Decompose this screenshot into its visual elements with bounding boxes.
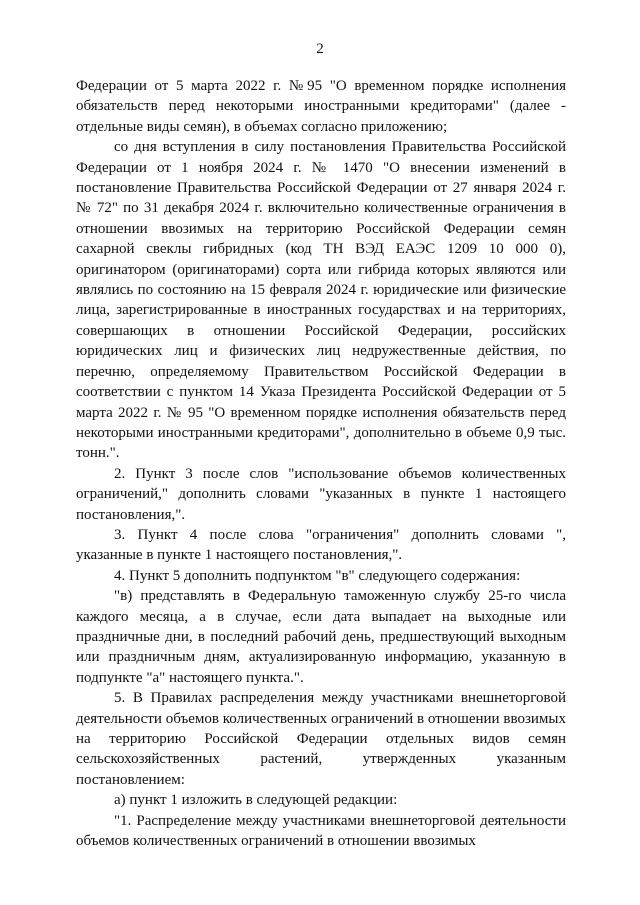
paragraph-quota-sugar-beet: со дня вступления в силу постановления Правительства Российской Федерации от 1 ноября 2024 г. № 1470 "О внесении изменений в постановление Правительства Российской Федерации от 27 января 2024 г. № 72" по 31 декабря 2024 г. включительно количественные ограничения в отношении ввозимых на территорию Российской Федерации семян сахарной свеклы гибридных (код ТН ВЭД ЕАЭС 1209 10 000 0), оригинатором (оригинаторами) сорта или гибрида которых являются или являлись по состоянию на 15 февраля 2024 г. юридические или физические лица, зарегистрированные в иностранных государствах и на территориях, совершающих в отношении Российской Федерации, российских юридических лиц и физических лиц недружественные действия, по перечню, определяемому Правительством Российской Федерации в соответствии с пунктом 14 Указа Президента Российской Федерации от 5 марта 2022 г. № 95 "О временном порядке исполнения обязательств перед некоторыми иностранными кредиторами", дополнительно в объеме 0,9 тыс. тонн.". <box>76 139 566 462</box>
document-body <box>76 76 566 851</box>
paragraph-item-3: 3. Пункт 4 после слова "ограничения" дополнить словами ", указанные в пункте 1 настоящего постановления,". <box>76 526 566 564</box>
paragraph-item-2: 2. Пункт 3 после слов "использование объемов количественных ограничений," дополнить словами "указанных в пункте 1 настоящего постановления,". <box>76 465 566 523</box>
paragraph-subitem-v: "в) представлять в Федеральную таможенную службу 25-го числа каждого месяца, а в случае, если дата выпадает на выходные или праздничные дни, в последний рабочий день, предшествующий выходным или праздничным дням, актуализированную информацию, указанную в подпункте "а" настоящего пункта.". <box>76 588 566 686</box>
paragraph-continuation: Федерации от 5 марта 2022 г. №95 "О временном порядке исполнения обязательств перед некоторыми иностранными кредиторами" (далее - отдельные виды семян), в объемах согласно приложению; <box>76 78 566 135</box>
page-number: 2 <box>316 41 324 57</box>
paragraph-item-5: 5. В Правилах распределения между участниками внешнеторговой деятельности объемов количественных ограничений в отношении ввозимых на территорию Российской Федерации отдельных видов семян сельскохозяйственных растений, утвержденных указанным постановлением: <box>76 690 566 788</box>
paragraph-rule-1: "1. Распределение между участниками внешнеторговой деятельности объемов количественных ограничений в отношении ввозимых <box>76 812 566 850</box>
paragraph-subitem-a: а) пункт 1 изложить в следующей редакции: <box>114 792 398 809</box>
paragraph-item-4: 4. Пункт 5 дополнить подпунктом "в" следующего содержания: <box>114 567 521 584</box>
